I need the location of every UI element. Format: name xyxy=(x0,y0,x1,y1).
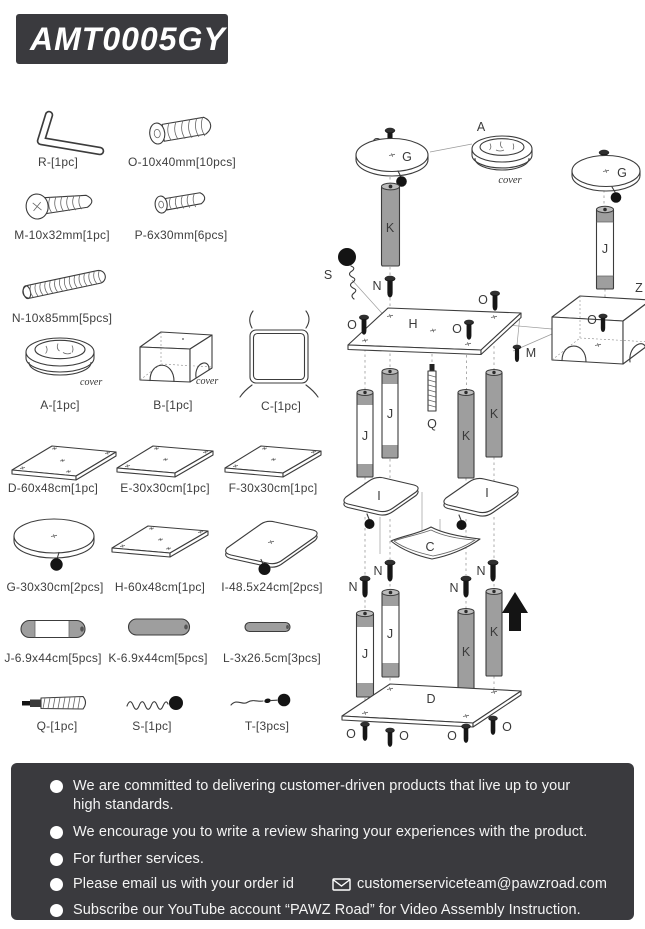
footer-panel xyxy=(11,763,634,920)
bullet-dot-icon xyxy=(50,904,63,917)
svg-text:J: J xyxy=(361,429,369,443)
diagram-spring-S xyxy=(324,248,356,299)
svg-text:H: H xyxy=(408,317,418,331)
post-J-icon xyxy=(18,617,88,641)
threaded-tool-Q-icon xyxy=(20,693,92,713)
screw-P-icon xyxy=(152,187,212,217)
svg-text:O: O xyxy=(587,313,597,327)
svg-text:S: S xyxy=(323,268,333,282)
diagram-basket-A xyxy=(472,120,532,186)
part-label-S: S-[1pc] xyxy=(132,719,172,733)
part-label-F: F-30x30cm[1pc] xyxy=(228,481,318,495)
bullet-dot-icon xyxy=(50,780,63,793)
svg-text:K: K xyxy=(461,429,471,443)
part-label-I: I-48.5x24cm[2pcs] xyxy=(221,580,323,594)
svg-text:O: O xyxy=(447,729,457,743)
svg-text:O: O xyxy=(478,293,488,307)
svg-text:K: K xyxy=(461,645,471,659)
part-label-P: P-6x30mm[6pcs] xyxy=(134,228,228,242)
board-H-icon xyxy=(108,520,212,562)
svg-text:N: N xyxy=(373,564,383,578)
svg-text:K: K xyxy=(489,625,499,639)
spring-ball-S-icon xyxy=(124,691,188,715)
footer-line: We are committed to delivering customer-driven products that live up to your xyxy=(73,778,571,794)
svg-text:N: N xyxy=(449,581,459,595)
footer-bullet-row xyxy=(50,777,570,815)
svg-text:O: O xyxy=(346,727,356,741)
part-label-B: B-[1pc] xyxy=(153,398,193,412)
footer-line: We encourage you to write a review sharing your experiences with the product. xyxy=(73,824,588,840)
svg-text:Z: Z xyxy=(635,281,643,295)
svg-text:K: K xyxy=(385,221,395,235)
part-label-J: J-6.9x44cm[5pcs] xyxy=(4,651,102,665)
assembly-diagram xyxy=(315,95,645,760)
allen-key-icon xyxy=(25,107,107,157)
round-board-G-icon xyxy=(11,515,99,577)
part-label-A: A-[1pc] xyxy=(40,398,80,412)
model-title: AMT0005GY xyxy=(16,14,228,64)
svg-text:C: C xyxy=(425,540,435,554)
up-arrow-icon xyxy=(502,592,528,631)
diagram-board-H xyxy=(347,291,536,362)
support-email: customerserviceteam@pawzroad.com xyxy=(357,876,608,892)
svg-text:A: A xyxy=(476,120,486,134)
string-ball-T-icon xyxy=(229,691,297,711)
part-label-M: M-10x32mm[1pc] xyxy=(14,228,110,242)
part-label-N: N-10x85mm[5pcs] xyxy=(11,311,113,325)
svg-text:N: N xyxy=(476,564,486,578)
diagram-top-left-column xyxy=(356,128,428,298)
svg-text:N: N xyxy=(372,279,382,293)
part-label-R: R-[1pc] xyxy=(37,155,79,169)
footer-line: high standards. xyxy=(73,797,174,813)
svg-text:O: O xyxy=(399,729,409,743)
svg-text:O: O xyxy=(502,720,512,734)
svg-text:G: G xyxy=(617,166,627,180)
house-cover-note: cover xyxy=(196,376,219,387)
footer-bullet-row xyxy=(50,850,204,869)
svg-text:I: I xyxy=(377,489,381,503)
diagram-n-bolts xyxy=(348,560,498,598)
board-D-icon xyxy=(8,440,120,484)
svg-text:Q: Q xyxy=(427,417,437,431)
board-F-icon xyxy=(221,440,325,482)
footer-line: Please email us with your order id xyxy=(73,876,294,892)
svg-text:J: J xyxy=(361,647,369,661)
part-label-K: K-6.9x44cm[5pcs] xyxy=(108,651,208,665)
diagram-rod-Q xyxy=(427,364,437,431)
threaded-rod-icon xyxy=(15,262,111,306)
svg-text:I: I xyxy=(485,486,489,500)
part-label-D: D-60x48cm[1pc] xyxy=(7,481,99,495)
bolt-O-icon xyxy=(145,110,219,150)
bed-cover-note: cover xyxy=(80,377,103,388)
svg-text:O: O xyxy=(452,322,462,336)
footer-bullet-row xyxy=(50,875,607,894)
svg-text:K: K xyxy=(489,407,499,421)
board-I-icon xyxy=(219,512,323,576)
footer-bullet-row xyxy=(50,823,587,842)
part-label-G: G-30x30cm[2pcs] xyxy=(6,580,104,594)
bolt-M-icon xyxy=(23,185,99,223)
svg-text:J: J xyxy=(386,627,394,641)
svg-text:G: G xyxy=(402,150,412,164)
part-label-L: L-3x26.5cm[3pcs] xyxy=(223,651,321,665)
footer-bullet-row xyxy=(50,901,581,920)
svg-text:D: D xyxy=(426,692,436,706)
svg-text:J: J xyxy=(601,242,609,256)
diagram-hammock-C xyxy=(391,527,480,559)
bullet-dot-icon xyxy=(50,826,63,839)
svg-text:N: N xyxy=(348,580,358,594)
part-label-O: O-10x40mm[10pcs] xyxy=(128,155,236,169)
post-L-icon xyxy=(243,619,293,635)
part-label-C: C-[1pc] xyxy=(260,399,302,413)
bullet-dot-icon xyxy=(50,878,63,891)
part-label-E: E-30x30cm[1pc] xyxy=(120,481,210,495)
hammock-icon xyxy=(231,305,325,399)
part-label-Q: Q-[1pc] xyxy=(36,719,78,733)
post-K-icon xyxy=(126,616,192,638)
svg-text:O: O xyxy=(347,318,357,332)
diagram-boards-I xyxy=(344,477,518,530)
footer-line: For further services. xyxy=(73,851,205,867)
envelope-icon xyxy=(332,878,351,891)
part-label-H: H-60x48cm[1pc] xyxy=(114,580,206,594)
diagram-top-right-column xyxy=(552,150,645,364)
diagram-bottom-posts xyxy=(357,589,529,698)
svg-text:cover: cover xyxy=(498,175,522,186)
part-label-T: T-[3pcs] xyxy=(244,719,290,733)
svg-text:J: J xyxy=(386,407,394,421)
board-E-icon xyxy=(113,440,217,482)
footer-line: Subscribe our YouTube account “PAWZ Road” for Video Assembly Instruction. xyxy=(73,902,581,918)
bullet-dot-icon xyxy=(50,853,63,866)
svg-text:M: M xyxy=(525,346,537,360)
